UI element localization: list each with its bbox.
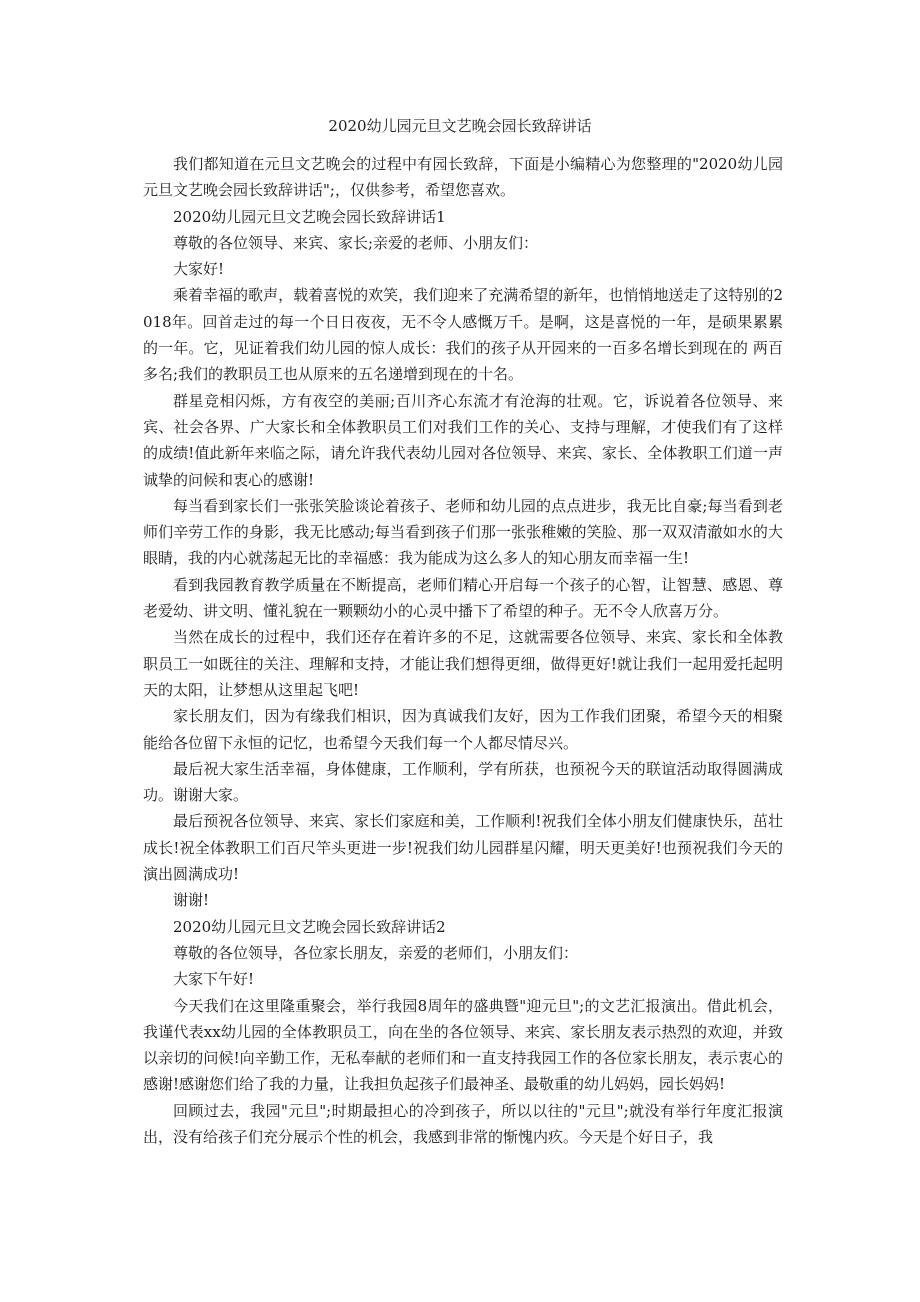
section-heading-1: 2020幼儿园元旦文艺晚会园长致辞讲话1 (173, 207, 446, 226)
thanks-paragraph: 谢谢! (173, 891, 210, 910)
salutation-paragraph: 尊敬的各位领导、来宾、家长;亲爱的老师、小朋友们： (173, 233, 539, 252)
document-title: 2020幼儿园元旦文艺晚会园长致辞讲话 (328, 117, 592, 135)
greeting-paragraph: 大家好! (173, 260, 225, 279)
body-paragraph: 乘着幸福的歌声，载着喜悦的欢笑，我们迎来了充满希望的新年，也悄悄地送走了这特别的2018年。回首走过的每一个日日夜夜，无不令人感慨万千。是啊，这是喜悦的一年，是硕果累累的一年。它，见证着我们幼儿园的惊人成长：我们的孩子从开园来的一百多名增长到现在的 两百多名;我们的教职员工也从原来的五名递增到现在的十名。 (143, 286, 783, 384)
body-paragraph: 看到我园教育教学质量在不断提高，老师们精心开启每一个孩子的心智，让智慧、感恩、尊老爱幼、讲文明、懂礼貌在一颗颗幼小的心灵中播下了希望的种子。无不令人欣喜万分。 (143, 575, 783, 621)
body-paragraph: 最后预祝各位领导、来宾、家长们家庭和美，工作顺利!祝我们全体小朋友们健康快乐，茁壮成长!祝全体教职工们百尺竿头更进一步!祝我们幼儿园群星闪耀，明天更美好!也预祝我们今天的演出圆满成功! (143, 812, 783, 884)
salutation-paragraph: 尊敬的各位领导，各位家长朋友，亲爱的老师们，小朋友们： (173, 943, 579, 962)
body-paragraph: 今天我们在这里隆重聚会，举行我园8周年的盛典暨"迎元旦";的文艺汇报演出。借此机会，我谨代表xx幼儿园的全体教职员工，向在坐的各位领导、来宾、家长朋友表示热烈的欢迎，并致以亲切的问候!向辛勤工作，无私奉献的老师们和一直支持我园工作的各位家长朋友，表示衷心的感谢!感谢您们给了我的力量，让我担负起孩子们最神圣、最敬重的幼儿妈妈，园长妈妈! (143, 996, 783, 1094)
section-heading-2: 2020幼儿园元旦文艺晚会园长致辞讲话2 (173, 917, 446, 936)
body-paragraph: 每当看到家长们一张张笑脸谈论着孩子、老师和幼儿园的点点进步，我无比自豪;每当看到老师们辛劳工作的身影，我无比感动;每当看到孩子们那一张张稚嫩的笑脸、那一双双清澈如水的大眼睛，我的内心就荡起无比的幸福感：我为能成为这么多人的知心朋友而幸福一生! (143, 496, 783, 568)
body-paragraph: 群星竞相闪烁，方有夜空的美丽;百川齐心东流才有沧海的壮观。它，诉说着各位领导、来宾、社会各界、广大家长和全体教职员工们对我们工作的关心、支持与理解，才使我们有了这样的成绩!值此新年来临之际，请允许我代表幼儿园对各位领导、来宾、家长、全体教职工们道一声诚挚的问候和衷心的感谢! (143, 391, 783, 489)
intro-paragraph: 我们都知道在元旦文艺晚会的过程中有园长致辞，下面是小编精心为您整理的"2020幼儿园元旦文艺晚会园长致辞讲话";，仅供参考，希望您喜欢。 (143, 155, 783, 200)
body-paragraph: 当然在成长的过程中，我们还存在着许多的不足，这就需要各位领导、来宾、家长和全体教职员工一如既往的关注、理解和支持，才能让我们想得更细，做得更好!就让我们一起用爱托起明天的太阳，让梦想从这里起飞吧! (143, 628, 783, 699)
document-body (143, 151, 783, 1150)
greeting-paragraph: 大家下午好! (173, 970, 255, 989)
body-paragraph: 回顾过去，我园"元旦";时期最担心的冷到孩子，所以以往的"元旦";就没有举行年度汇报演出，没有给孩子们充分展示个性的机会，我感到非常的惭愧内疚。今天是个好日子，我 (143, 1101, 783, 1146)
body-paragraph: 家长朋友们，因为有缘我们相识，因为真诚我们友好，因为工作我们团聚，希望今天的相聚能给各位留下永恒的记忆，也希望今天我们每一个人都尽情尽兴。 (143, 707, 783, 752)
body-paragraph: 最后祝大家生活幸福，身体健康，工作顺利，学有所获，也预祝今天的联谊活动取得圆满成功。谢谢大家。 (143, 759, 783, 805)
